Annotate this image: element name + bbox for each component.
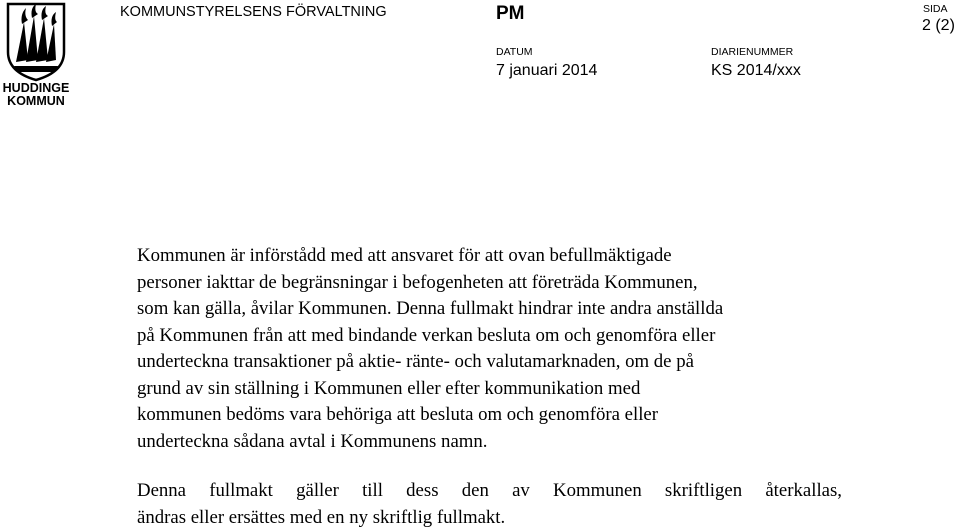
text-line: som kan gälla, åvilar Kommunen. Denna fullmakt hindrar inte andra anställda [137,298,724,319]
text-line: grund av sin ställning i Kommunen eller efter kommunikation med [137,377,641,399]
date-value: 7 januari 2014 [496,62,598,79]
text-line: personer iakttar de begränsningar i befogenheten att företräda Kommunen, [137,271,698,293]
page-label: SIDA [923,3,948,15]
text-line: Denna fullmakt gäller till dess den av Kommunen skriftligen återkallas, [137,480,842,501]
logo-text-line2: KOMMUN [7,94,65,108]
document-type: PM [496,3,525,24]
date-label: DATUM [496,46,533,58]
text-line: underteckna sådana avtal i Kommunens namn. [137,430,488,452]
logo-text-line1: HUDDINGE [2,81,70,95]
registry-number-value: KS 2014/xxx [711,62,801,79]
coat-of-arms-icon [4,2,68,82]
registry-number-label: DIARIENUMMER [711,46,794,58]
municipality-logo [0,0,72,110]
text-line: på Kommunen från att med bindande verkan besluta om och genomföra eller [137,324,716,346]
text-line: underteckna transaktioner på aktie- ränte- och valutamarknaden, om de på [137,351,694,372]
text-line: kommunen bedöms vara behöriga att besluta om och genomföra eller [137,404,659,425]
text-line: Kommunen är införstådd med att ansvaret för att ovan befullmäktigade [137,245,672,266]
paragraph-responsibility [137,243,842,455]
page-number: 2 (2) [922,17,955,34]
paragraph-validity [137,478,842,531]
text-line: ändras eller ersättes med en ny skriftlig fullmakt. [137,506,506,528]
organization-name: KOMMUNSTYRELSENS FÖRVALTNING [120,4,387,20]
